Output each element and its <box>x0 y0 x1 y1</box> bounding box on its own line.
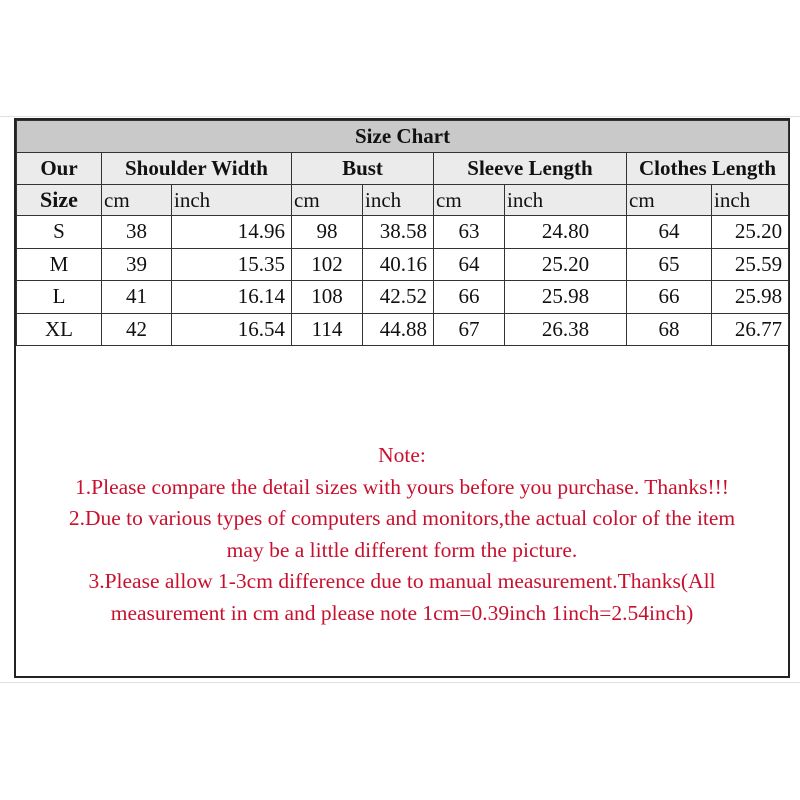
value-cell: 67 <box>434 313 505 346</box>
size-chart-sheet <box>14 118 790 678</box>
value-cell: 25.98 <box>505 281 627 314</box>
unit-cell: inch <box>172 185 292 216</box>
value-cell: 25.98 <box>712 281 789 314</box>
note-line: 1.Please compare the detail sizes with yours before you purchase. Thanks!!! <box>75 474 729 499</box>
value-cell: 41 <box>102 281 172 314</box>
value-cell: 15.35 <box>172 248 292 281</box>
note-line: 2.Due to various types of computers and monitors,the actual color of the item <box>68 506 736 530</box>
unit-cell: inch <box>505 185 627 216</box>
unit-cell: inch <box>363 185 434 216</box>
unit-cell: cm <box>434 185 505 216</box>
value-cell: 102 <box>292 248 363 281</box>
value-cell: 64 <box>434 248 505 281</box>
value-cell: 68 <box>627 313 712 346</box>
unit-cell: cm <box>102 185 172 216</box>
value-cell: 66 <box>627 281 712 314</box>
value-cell: 65 <box>627 248 712 281</box>
value-cell: 64 <box>627 216 712 249</box>
header-shoulder-width: Shoulder Width <box>102 153 292 185</box>
size-chart-table <box>16 120 789 346</box>
unit-cell: inch <box>712 185 789 216</box>
value-cell: 108 <box>292 281 363 314</box>
value-cell: 25.20 <box>712 216 789 249</box>
size-cell: XL <box>17 313 102 346</box>
value-cell: 40.16 <box>363 248 434 281</box>
note-line: 3.Please allow 1-3cm difference due to manual measurement.Thanks(All <box>88 569 716 593</box>
value-cell: 16.14 <box>172 281 292 314</box>
note-heading: Note: <box>378 443 426 467</box>
value-cell: 63 <box>434 216 505 249</box>
value-cell: 66 <box>434 281 505 314</box>
value-cell: 25.59 <box>712 248 789 281</box>
header-clothes-length: Clothes Length <box>627 153 789 185</box>
header-sleeve-length: Sleeve Length <box>434 153 627 185</box>
value-cell: 26.38 <box>505 313 627 346</box>
value-cell: 26.77 <box>712 313 789 346</box>
size-cell: S <box>17 216 102 249</box>
value-cell: 39 <box>102 248 172 281</box>
note-line: may be a little different form the picture. <box>226 537 578 562</box>
table-title: Size Chart <box>17 121 789 153</box>
unit-cell: cm <box>627 185 712 216</box>
table-row <box>17 313 789 346</box>
table-row <box>17 281 789 314</box>
value-cell: 42 <box>102 313 172 346</box>
sheet-gridline-top <box>0 116 800 117</box>
table-row <box>17 216 789 249</box>
value-cell: 16.54 <box>172 313 292 346</box>
size-cell: L <box>17 281 102 314</box>
value-cell: 38.58 <box>363 216 434 249</box>
our-size-header-line2: Size <box>17 185 102 216</box>
header-bust: Bust <box>292 153 434 185</box>
our-size-header: Our <box>17 153 102 185</box>
sheet-gridline-bottom <box>0 682 800 683</box>
value-cell: 98 <box>292 216 363 249</box>
value-cell: 38 <box>102 216 172 249</box>
value-cell: 114 <box>292 313 363 346</box>
value-cell: 44.88 <box>363 313 434 346</box>
value-cell: 42.52 <box>363 281 434 314</box>
size-cell: M <box>17 248 102 281</box>
value-cell: 24.80 <box>505 216 627 249</box>
unit-cell: cm <box>292 185 363 216</box>
table-row <box>17 248 789 281</box>
note-line: measurement in cm and please note 1cm=0.39inch 1inch=2.54inch) <box>110 600 694 625</box>
value-cell: 25.20 <box>505 248 627 281</box>
notes-block <box>16 440 788 629</box>
value-cell: 14.96 <box>172 216 292 249</box>
